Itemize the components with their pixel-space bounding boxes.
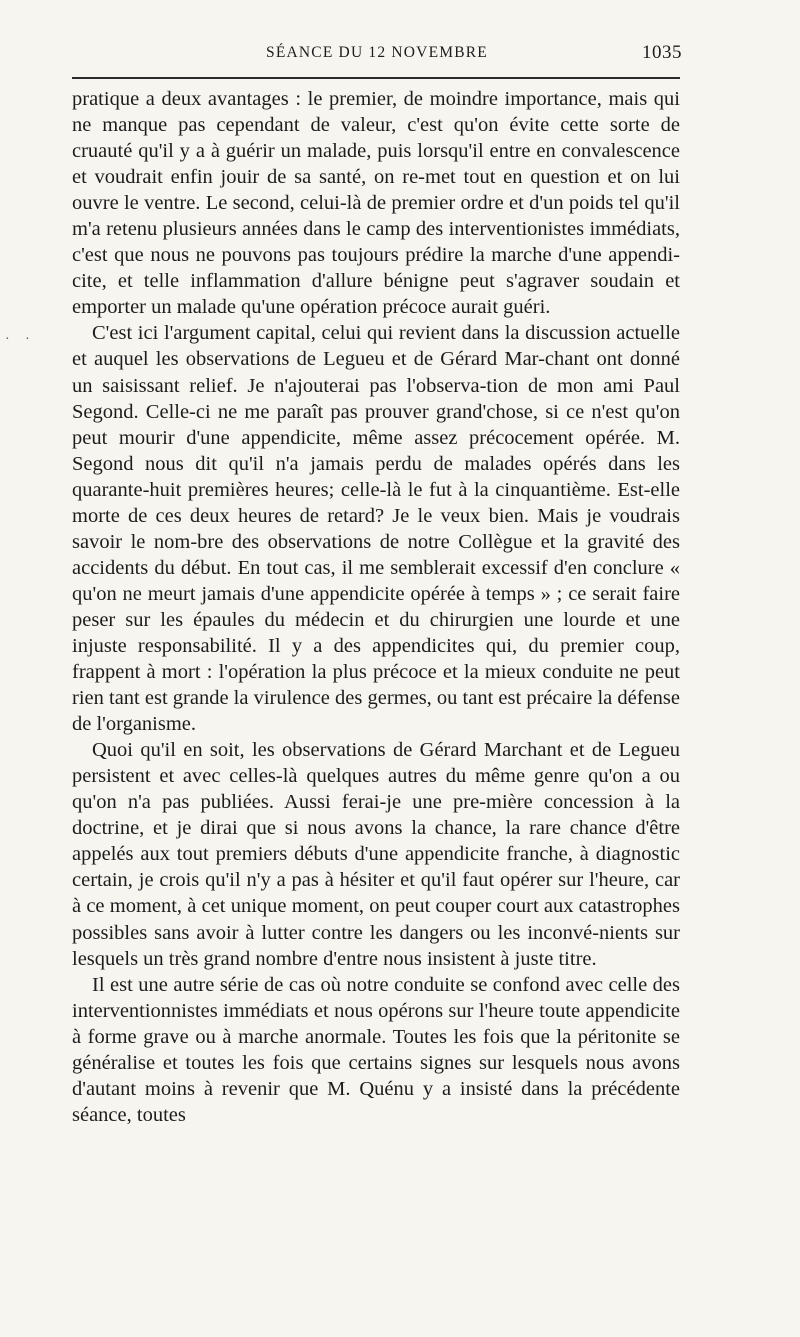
paragraph: C'est ici l'argument capital, celui qui revient dans la discussion actuelle et auquel les observations de Legueu et de Gérard Mar-chant ont donné un saisissant relief. Je n'ajouterai pas l'observa-tion de mon ami Paul Segond. Celle-ci ne me paraît pas prouver grand'chose, si ce n'est qu'on peut mourir d'une appendicite, même assez précocement opérée. M. Segond nous dit qu'il n'a jamais perdu de malades opérés dans les quarante-huit premières heures; celle-là le fut à la cinquantième. Est-elle morte de ces deux heures de retard? Je le veux bien. Mais je voudrais savoir le nom-bre des observations de notre Collègue et la gravité des accidents du début. En tout cas, il me semblerait excessif d'en conclure « qu'on ne meurt jamais d'une appendicite opérée à temps » ; ce serait faire peser sur les épaules du médecin et du chirurgien une lourde et une injuste responsabilité. Il y a des appendicites qui, du premier coup, frappent à mort : l'opération la plus précoce et la mieux conduite ne peut rien tant est grande la virulence des germes, ou tant est précaire la défense de l'organisme. bbox=[72, 322, 680, 736]
paragraph: pratique a deux avantages : le premier, de moindre importance, mais qui ne manque pas cependant de valeur, c'est qu'on évite cette sorte de cruauté qu'il y a à guérir un malade, puis lorsqu'il entre en convalescence et voudrait enfin jouir de sa santé, on re-met tout en question et on lui ouvre le ventre. Le second, celui-là de premier ordre et d'un poids tel qu'il m'a retenu plusieurs années dans le camp des interventionistes immédiats, c'est que nous ne pouvons pas toujours prédire la marche d'une appendi-cite, et telle inflammation d'allure bénigne peut s'agraver soudain et emporter un malade qu'une opération précoce aurait guéri. bbox=[72, 88, 680, 319]
page-number: 1035 bbox=[642, 42, 682, 63]
paragraph: Il est une autre série de cas où notre conduite se confond avec celle des interventionnistes immédiats et nous opérons sur l'heure toute appendicite à forme grave ou à marche anormale. Toutes les fois que la péritonite se généralise et toutes les fois que certains signes sur lesquels nous avons d'autant moins à revenir que M. Quénu y a insisté dans la précédente séance, toutes bbox=[72, 973, 680, 1126]
header-rule bbox=[72, 77, 680, 79]
running-title: SÉANCE DU 12 NOVEMBRE bbox=[266, 44, 488, 61]
margin-mark: · · bbox=[5, 332, 36, 347]
body-text bbox=[72, 86, 680, 1128]
paragraph: Quoi qu'il en soit, les observations de Gérard Marchant et de Legueu persistent et avec celles-là quelques autres du même genre qu'on a ou qu'on n'a pas publiées. Aussi ferai-je une pre-mière concession à la doctrine, et je dirai que si nous avons la chance, la rare chance d'être appelés aux tout premiers débuts d'une appendicite franche, à diagnostic certain, je crois qu'il n'y a pas à hésiter et qu'il faut opérer sur l'heure, car à ce moment, à cet unique moment, on peut couper court aux catastrophes possibles sans avoir à lutter contre les dangers ou les inconvé-nients sur lesquels un très grand nombre d'entre nous insistent à juste titre. bbox=[72, 739, 680, 970]
page-header bbox=[72, 44, 682, 72]
